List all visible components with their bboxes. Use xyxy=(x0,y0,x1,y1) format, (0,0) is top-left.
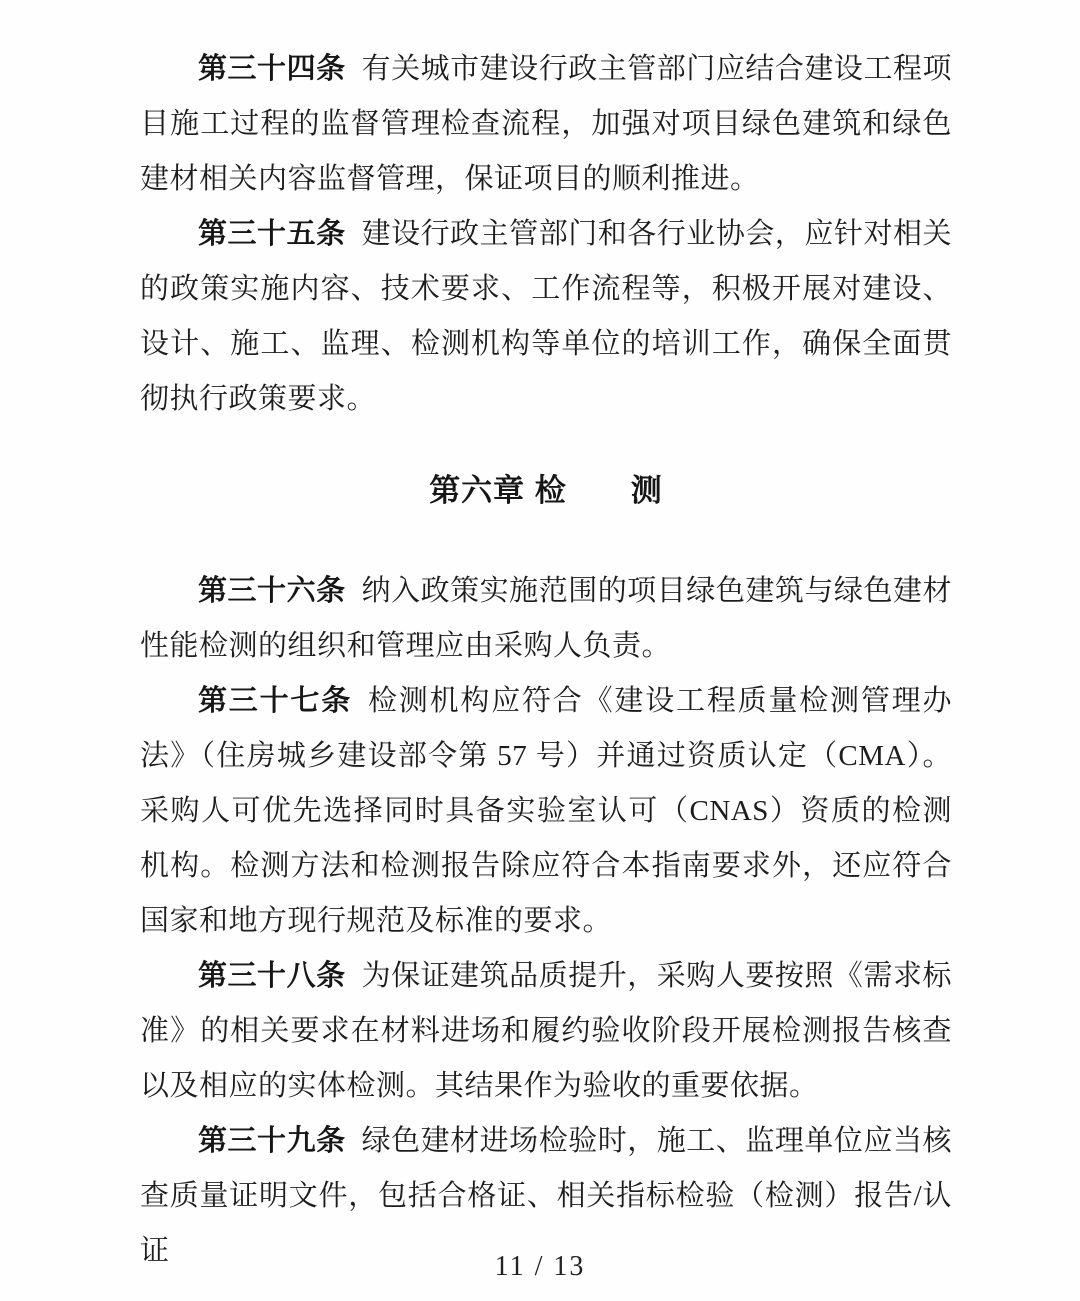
article-text: 建设行政主管部门和各行业协会，应针对相关的政策实施内容、技术要求、工作流程等，积极开展对建设、设计、施工、监理、检测机构等单位的培训工作，确保全面贯彻执行政策要求。 xyxy=(140,218,952,415)
article-number: 第三十六条 xyxy=(198,575,346,607)
article-number: 第三十五条 xyxy=(198,218,346,250)
article-text: 绿色建材进场检验时，施工、监理单位应当核查质量证明文件，包括合格证、相关指标检验（检测）报告/认证 xyxy=(140,1125,952,1267)
article-text: 有关城市建设行政主管部门应结合建设工程项目施工过程的监督管理检查流程，加强对项目绿色建筑和绿色建材相关内容监督管理，保证项目的顺利推进。 xyxy=(140,53,952,195)
article-number: 第三十八条 xyxy=(198,960,346,992)
article-36-paragraph xyxy=(140,564,952,674)
article-text: 检测机构应符合《建设工程质量检测管理办法》（住房城乡建设部令第 57 号）并通过资质认定（CMA）。采购人可优先选择同时具备实验室认可（CNAS）资质的检测机构。检测方法和检测报告除应符合本指南要求外，还应符合国家和地方现行规范及标准的要求。 xyxy=(140,685,952,937)
article-35-paragraph xyxy=(140,207,952,427)
page-number: 11 / 13 xyxy=(494,1251,586,1282)
article-number: 第三十四条 xyxy=(198,53,346,85)
document-body xyxy=(140,42,952,1279)
article-38-paragraph xyxy=(140,949,952,1114)
article-34-paragraph xyxy=(140,42,952,207)
article-number: 第三十九条 xyxy=(198,1125,346,1157)
article-text: 纳入政策实施范围的项目绿色建筑与绿色建材性能检测的组织和管理应由采购人负责。 xyxy=(140,575,952,662)
article-text: 为保证建筑品质提升，采购人要按照《需求标准》的相关要求在材料进场和履约验收阶段开展检测报告核查以及相应的实体检测。其结果作为验收的重要依据。 xyxy=(140,960,952,1102)
article-37-paragraph xyxy=(140,674,952,949)
chapter-heading: 第六章 检 测 xyxy=(429,473,663,508)
article-number: 第三十七条 xyxy=(198,685,353,717)
